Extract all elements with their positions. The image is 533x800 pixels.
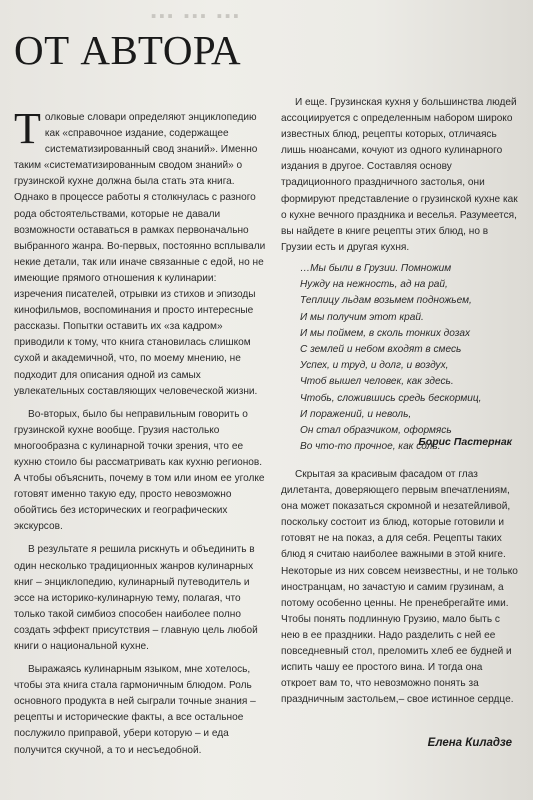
page-title: ОТ АВТОРА [14, 27, 242, 73]
poem-line: Чтобь, сложившись средь бескормиц, [300, 392, 482, 404]
poem-line: Успех, и труд, и долг, и воздух, [300, 360, 449, 372]
poem-line: Во что-то прочное, как соль. [300, 441, 441, 453]
paragraph-secondly: Во-вторых, было бы неправильным говорить о грузинской кухне вообще. Грузия настолько многообразна с кулинарной точки зрения, что ее кухню стоило бы рассматривать как кухню регионов. А чтобы объяснить, почему в том или ином ее уголке готовят именно такую еду, просто невозможно обойтись без исторических и географических экскурсов. [14, 408, 265, 533]
poem-author: Борис Пастернак [418, 436, 512, 448]
right-column-closing [281, 467, 519, 708]
left-column [14, 104, 267, 759]
paragraph-result: В результате я решила рискнуть и объединить в один несколько традиционных жанров кулинарных книг – энциклопедию, кулинарный путеводитель и эссе на историко-кулинарную тему, полагая, что только такой симбиоз способен наиболее полно создать эффект присутствия – главную цель любой книги о национальной кухне. [14, 544, 258, 652]
poem-line: И мы поймем, в сколь тонких дозах [300, 327, 471, 339]
poem-line: Он стал образчиком, оформясь [300, 425, 452, 437]
poem [300, 261, 510, 455]
paragraph-text: олковые словари определяют энциклопедию как «справочное издание, содержащее систематизированный свод знаний». Именно таким «систематизированным сводом знаний» о грузинской кухне должна была стать эта книга. Однако в процессе работы я столкнулась с разного рода обстоятельствами, которые не давали возможности оставаться в рамках первоначально выбранного жанра. Во-первых, постоянно всплывали некие детали, так или иначе связанные с едой, но не имеющие прямого отношения к кулинарии: изречения писателей, отрывки из стихов и эпизоды кинофильмов, воспоминания и просто интересные рассказы. Попытки оставить их «за кадром» приводили к тому, что книга становилась слишком сухой и академичной, что, по моему мнению, не подходит для описания одной из самых увлекательных составляющих человеческой жизни. [14, 112, 266, 397]
paragraph-intro [14, 104, 267, 400]
paragraph-culinary: Выражаясь кулинарным языком, мне хотелось, чтобы эта книга стала гармоничным блюдом. Роль основного продукта в ней сыграли точные знания – рецепты и исторические факты, а все остальное послужило приправой, убери которую – и еда получится скучной, а то и несъедобной. [14, 664, 256, 756]
drop-cap: Т [14, 104, 41, 153]
poem-line: Теплицу льдам возьмем подножьем, [300, 295, 472, 307]
poem-line: …Мы были в Грузии. Помножим [300, 263, 452, 274]
author-signature: Елена Киладзе [427, 737, 512, 749]
poem-line: С землей и небом входят в смесь [300, 344, 462, 356]
right-column-intro [281, 95, 519, 256]
poem-line: Чтоб вышел человек, как здесь. [300, 376, 454, 388]
show-through-text: ... ... ... [150, 0, 241, 24]
poem-line: Нужду на нежность, ад на рай, [300, 279, 448, 291]
poem-line: И мы получим этот край. [300, 311, 424, 323]
paragraph-and-more: И еще. Грузинская кухня у большинства людей ассоциируется с определенным набором широко известных блюд, рецепты которых, отличаясь лишь нюансами, кочуют из одного кулинарного издания в другое. Составляя основу традиционного праздничного застолья, они формируют представление о грузинской кухне как о кухне вечного праздника и веселья. Разумеется, вы найдете в книге рецепты этих блюд, но в Грузии есть и другая кухня. [281, 97, 518, 253]
paragraph-closing: Скрытая за красивым фасадом от глаз дилетанта, доверяющего первым впечатлениям, она может показаться скромной и незатейливой, поскольку состоит из блюд, которые готовили и готовят не на показ, а для себя. Рецепты таких блюд я считаю наиболее важными в этой книге. Некоторые из них совсем неизвестны, и не только иностранцам, но зачастую и самим грузинам, а потому особенно ценны. Не пренебрегайте ими. Чтобы понять подлинную Грузию, мало быть с нею в ее праздники. Надо разделить с ней ее повседневный стол, преломить хлеб ее будней и испить чашу ее простого вина. И тогда она откроет вам то, что невозможно понять за праздничным застольем,– свое истинное сердце. [281, 469, 518, 706]
poem-line: И поражений, и неволь, [300, 408, 412, 420]
